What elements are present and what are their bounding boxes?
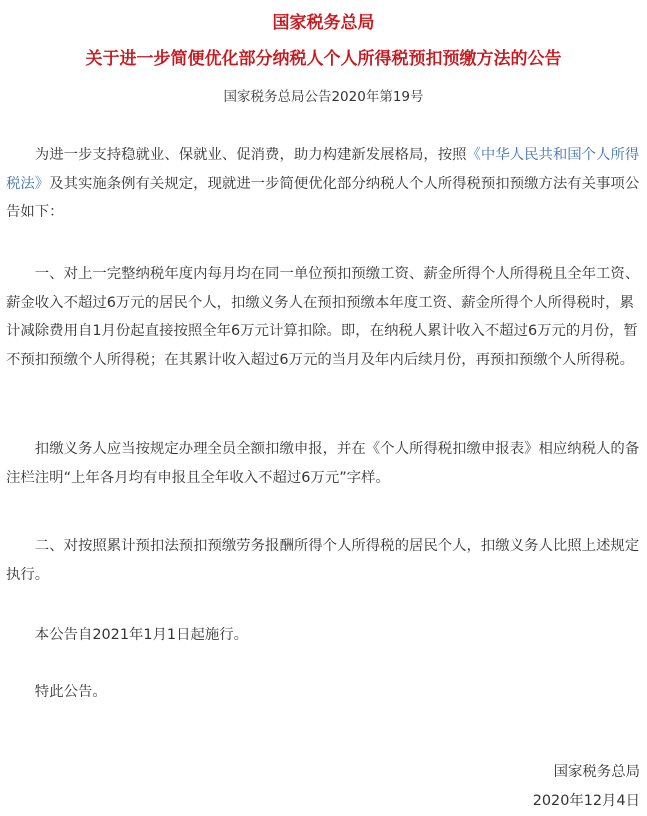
paragraph-closing: 特此公告。 xyxy=(34,684,107,700)
intro-text-after-link: 及其实施条例有关规定，现就进一步简便优化部分纳税人个人所得税预扣预缴方法有关事项公告如下： xyxy=(6,175,640,220)
paragraph-withholding-declaration: 扣缴义务人应当按规定办理全员全额扣缴申报，并在《个人所得税扣缴申报表》相应纳税人的备注栏注明“上年各月均有申报且全年收入不超过6万元”字样。 xyxy=(6,441,640,486)
paragraph-article-one: 一、对上一完整纳税年度内每月均在同一单位预扣预缴工资、薪金所得个人所得税且全年工资、薪金收入不超过6万元的居民个人，扣缴义务人在预扣预缴本年度工资、薪金所得个人所得税时，累计减除费用自1月份起直接按照全年6万元计算扣除。即，在纳税人累计收入不超过6万元的月份，暂不预扣预缴个人所得税；在其累计收入超过6万元的当月及年内后续月份，再预扣预缴个人所得税。 xyxy=(6,266,640,368)
paragraph-article-two: 二、对按照累计预扣法预扣预缴劳务报酬所得个人所得税的居民个人，扣缴义务人比照上述规定执行。 xyxy=(6,538,640,583)
document-number: 国家税务总局公告2020年第19号 xyxy=(223,89,424,105)
issuing-agency-heading: 国家税务总局 xyxy=(272,13,375,33)
intro-text-before-link: 为进一步支持稳就业、保就业、促消费，助力构建新发展格局，按照 xyxy=(34,147,467,163)
signature-organization: 国家税务总局 xyxy=(553,764,640,780)
signature-date: 2020年12月4日 xyxy=(532,793,640,809)
paragraph-effective-date: 本公告自2021年1月1日起施行。 xyxy=(34,627,249,643)
announcement-title: 关于进一步简便优化部分纳税人个人所得税预扣预缴方法的公告 xyxy=(85,49,562,69)
paragraph-intro xyxy=(6,141,642,227)
law-link[interactable]: 《中华人民共和国个人所得税法》 xyxy=(6,147,640,192)
